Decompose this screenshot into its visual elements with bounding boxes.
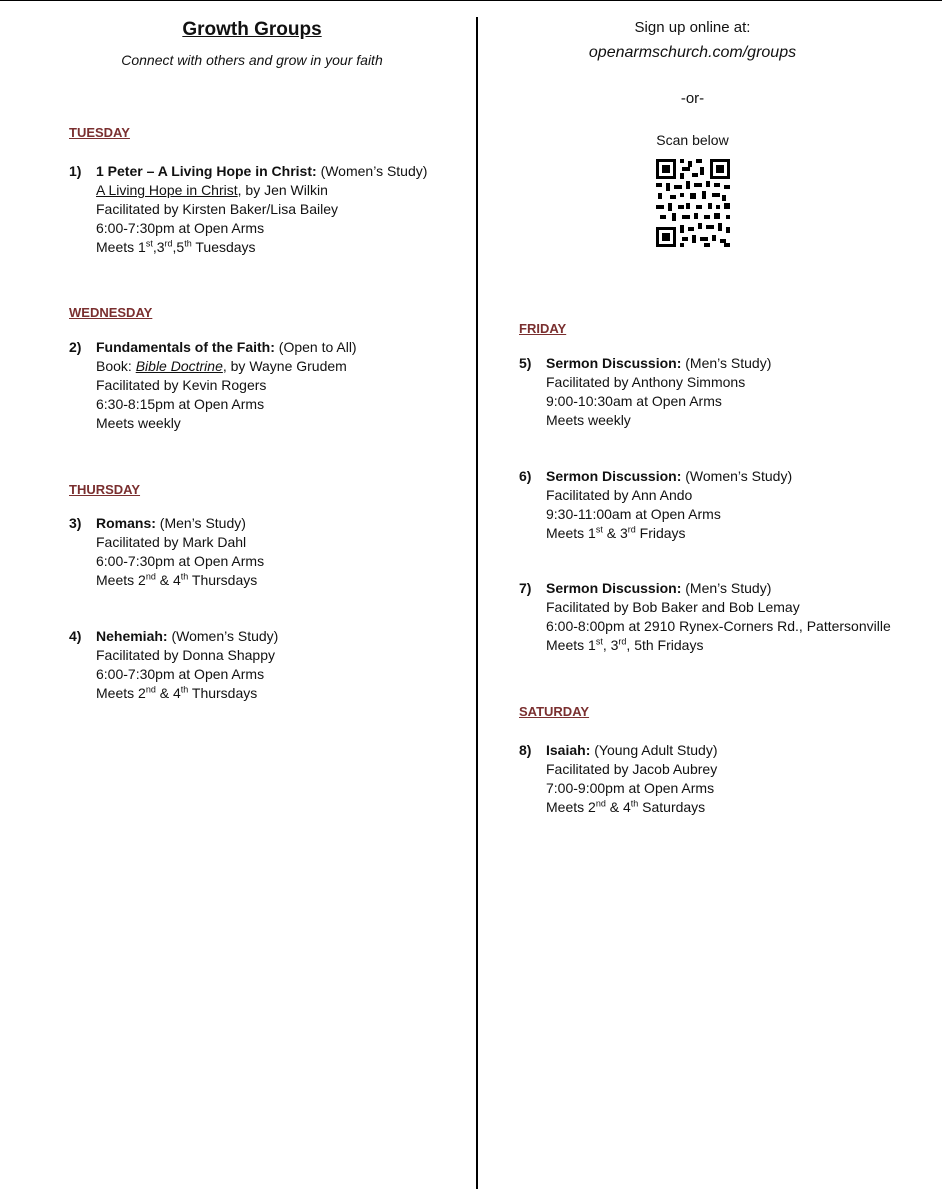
group-entry-4: [69, 627, 278, 703]
group-meets: Meets 1st & 3rd Fridays: [546, 524, 686, 541]
day-heading-saturday: SATURDAY: [519, 704, 590, 719]
group-type: (Men’s Study): [685, 355, 772, 371]
group-entry-8: [519, 741, 718, 817]
group-entry-6: [519, 467, 792, 543]
group-number: 1): [69, 163, 82, 179]
qr-code-icon[interactable]: [656, 159, 730, 247]
group-type: (Young Adult Study): [594, 742, 718, 758]
group-number: 4): [69, 628, 82, 644]
group-time: 6:00-7:30pm at Open Arms: [96, 666, 265, 682]
group-facilitator: Facilitated by Jacob Aubrey: [546, 761, 718, 777]
group-name: 1 Peter – A Living Hope in Christ:: [96, 163, 317, 179]
group-facilitator: Facilitated by Anthony Simmons: [546, 374, 746, 390]
group-number: 2): [69, 339, 82, 355]
group-name: Isaiah:: [546, 742, 591, 758]
group-facilitator: Facilitated by Mark Dahl: [96, 534, 247, 550]
group-facilitator: Facilitated by Donna Shappy: [96, 647, 275, 663]
group-number: 7): [519, 580, 532, 596]
group-name: Romans:: [96, 515, 156, 531]
column-divider: [476, 17, 478, 1189]
group-name: Sermon Discussion:: [546, 355, 682, 371]
day-heading-wednesday: WEDNESDAY: [69, 305, 153, 320]
group-facilitator: Facilitated by Kevin Rogers: [96, 377, 267, 393]
group-name: Nehemiah:: [96, 628, 168, 644]
group-meets: Meets weekly: [546, 412, 631, 428]
day-heading-tuesday: TUESDAY: [69, 125, 130, 140]
group-name: Sermon Discussion:: [546, 468, 682, 484]
group-name: Sermon Discussion:: [546, 580, 682, 596]
group-type: (Women’s Study): [320, 163, 428, 179]
group-type: (Men’s Study): [159, 515, 246, 531]
signup-url[interactable]: openarmschurch.com/groups: [588, 44, 797, 61]
group-entry-5: [519, 354, 771, 430]
group-meets: Meets 1st, 3rd, 5th Fridays: [546, 636, 704, 653]
group-entry-3: [69, 514, 264, 590]
day-heading-thursday: THURSDAY: [69, 482, 141, 497]
group-meets: Meets weekly: [96, 415, 181, 431]
book-author: , by Wayne Grudem: [222, 358, 347, 374]
group-entry-1: [69, 162, 427, 257]
group-entry-7: [519, 579, 891, 655]
group-meets: Meets 2nd & 4th Thursdays: [96, 571, 258, 588]
group-entry-2: [69, 338, 357, 433]
group-type: (Open to All): [278, 339, 357, 355]
group-time: 9:30-11:00am at Open Arms: [546, 506, 721, 522]
signup-label: Sign up online at:: [634, 19, 751, 36]
group-number: 8): [519, 742, 532, 758]
day-heading-friday: FRIDAY: [519, 321, 567, 336]
group-number: 6): [519, 468, 532, 484]
group-type: (Women’s Study): [685, 468, 793, 484]
group-time: 6:30-8:15pm at Open Arms: [96, 396, 265, 412]
group-name: Fundamentals of the Faith:: [96, 339, 275, 355]
book-title: Bible Doctrine: [135, 358, 223, 374]
group-meets: Meets 2nd & 4th Thursdays: [96, 684, 258, 701]
page-tagline: Connect with others and grow in your faith: [121, 52, 383, 68]
book-title: A Living Hope in Christ: [96, 182, 238, 198]
group-facilitator: Facilitated by Kirsten Baker/Lisa Bailey: [96, 201, 338, 217]
group-meets: Meets 1st,3rd,5th Tuesdays: [96, 238, 256, 255]
group-facilitator: Facilitated by Ann Ando: [546, 487, 693, 503]
group-time: 9:00-10:30am at Open Arms: [546, 393, 722, 409]
group-time: 6:00-7:30pm at Open Arms: [96, 220, 265, 236]
group-time: 7:00-9:00pm at Open Arms: [546, 780, 715, 796]
group-type: (Women’s Study): [171, 628, 279, 644]
book-author: , by Jen Wilkin: [237, 182, 328, 198]
group-facilitator: Facilitated by Bob Baker and Bob Lemay: [546, 599, 800, 615]
or-separator: -or-: [680, 90, 705, 107]
group-number: 5): [519, 355, 532, 371]
book-label: Book:: [96, 358, 136, 374]
group-time: 6:00-7:30pm at Open Arms: [96, 553, 265, 569]
group-time: 6:00-8:00pm at 2910 Rynex-Corners Rd., Pattersonville: [546, 618, 891, 634]
group-meets: Meets 2nd & 4th Saturdays: [546, 798, 706, 815]
group-number: 3): [69, 515, 82, 531]
group-type: (Men’s Study): [685, 580, 772, 596]
scan-label: Scan below: [656, 132, 729, 148]
page-title: Growth Groups: [182, 19, 322, 40]
